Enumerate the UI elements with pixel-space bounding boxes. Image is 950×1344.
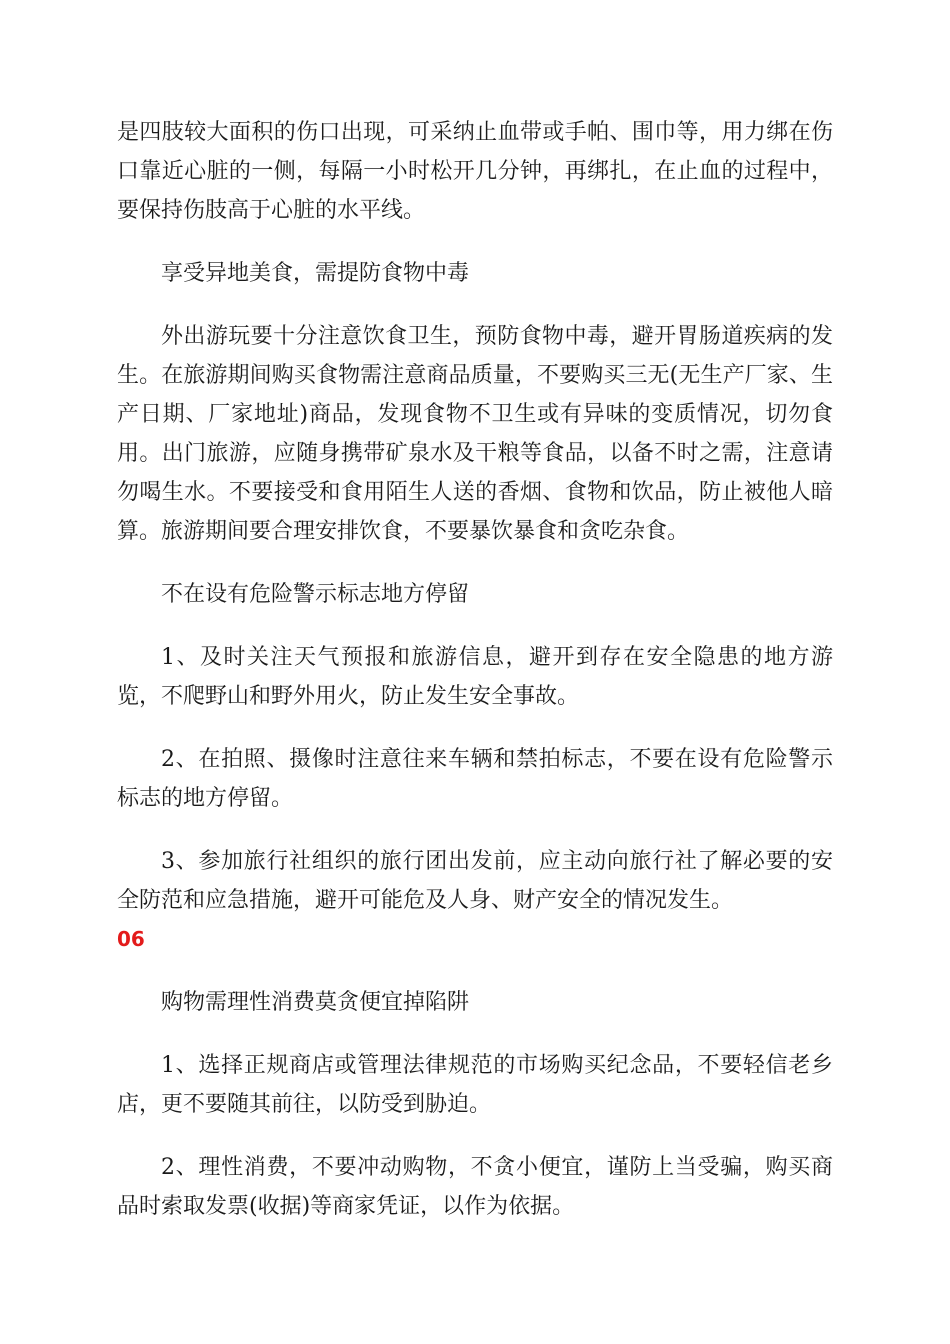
list-item-shopping-2: 2、理性消费，不要冲动购物，不贪小便宜，谨防上当受骗，购买商品时索取发票(收据)等商家凭证，以作为依据。: [117, 1155, 833, 1219]
list-item-danger-3: 3、参加旅行社组织的旅行团出发前，应主动向旅行社了解必要的安全防范和应急措施，避开可能危及人身、财产安全的情况发生。: [117, 849, 833, 913]
list-item-danger-1: 1、及时关注天气预报和旅游信息，避开到存在安全隐患的地方游览，不爬野山和野外用火，防止发生安全事故。: [117, 645, 833, 709]
section-number: 06: [117, 927, 145, 951]
list-item-danger-2: 2、在拍照、摄像时注意往来车辆和禁拍标志，不要在设有危险警示标志的地方停留。: [117, 747, 833, 811]
paragraph-food-safety: 外出游玩要十分注意饮食卫生，预防食物中毒，避开胃肠道疾病的发生。在旅游期间购买食物需注意商品质量，不要购买三无(无生产厂家、生产日期、厂家地址)商品，发现食物不卫生或有异味的变质情况，切勿食用。出门旅游，应随身携带矿泉水及干粮等食品，以备不时之需，注意请勿喝生水。不要接受和食用陌生人送的香烟、食物和饮品，防止被他人暗算。旅游期间要合理安排饮食，不要暴饮暴食和贪吃杂食。: [117, 324, 833, 544]
heading-food-safety: 享受异地美食，需提防食物中毒: [161, 261, 470, 286]
paragraph-tourniquet: 是四肢较大面积的伤口出现，可采纳止血带或手帕、围巾等，用力绑在伤口靠近心脏的一侧，每隔一小时松开几分钟，再绑扎，在止血的过程中，要保持伤肢高于心脏的水平线。: [117, 120, 833, 223]
heading-danger-signs: 不在设有危险警示标志地方停留: [161, 582, 470, 607]
document-page: [117, 113, 833, 1226]
list-item-shopping-1: 1、选择正规商店或管理法律规范的市场购买纪念品，不要轻信老乡店，更不要随其前往，以防受到胁迫。: [117, 1053, 833, 1117]
heading-shopping: 购物需理性消费莫贪便宜掉陷阱: [161, 990, 470, 1015]
